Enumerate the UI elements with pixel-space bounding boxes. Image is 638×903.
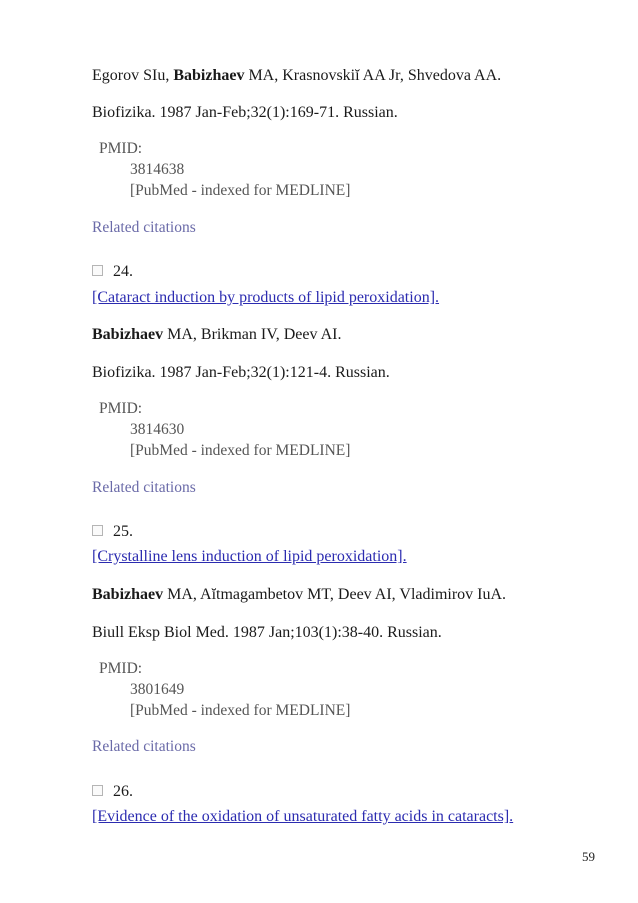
pmid-label: PMID: [99, 400, 143, 417]
entry-number-row [92, 782, 133, 802]
index-status: [PubMed - indexed for MEDLINE] [130, 442, 351, 459]
entry-number: 24. [113, 263, 133, 280]
pmid-label: PMID: [99, 140, 143, 157]
page-number: 59 [582, 849, 595, 864]
entry-number: 25. [113, 523, 133, 540]
pmid-value: 3801649 [130, 681, 185, 698]
entry-journal: Biofizika. 1987 Jan-Feb;32(1):169-71. Russian. [92, 104, 398, 121]
entry-title-link[interactable]: [Cataract induction by products of lipid peroxidation]. [92, 289, 440, 306]
pmid-value: 3814630 [130, 421, 185, 438]
select-checkbox[interactable] [92, 265, 103, 276]
index-status: [PubMed - indexed for MEDLINE] [130, 702, 351, 719]
entry-authors: Egorov SIu, Babizhaev MA, Krasnovskiĭ AA Jr, Shvedova AA. [92, 67, 502, 84]
author-highlight: Babizhaev [92, 586, 164, 603]
entry-number: 26. [113, 783, 133, 800]
related-citations-link[interactable]: Related citations [92, 479, 196, 496]
pmid-value: 3814638 [130, 161, 185, 178]
select-checkbox[interactable] [92, 785, 103, 796]
author-highlight: Babizhaev [173, 67, 245, 84]
entry-title-link[interactable]: [Evidence of the oxidation of unsaturated fatty acids in cataracts]. [92, 808, 514, 825]
entry-journal: Biull Eksp Biol Med. 1987 Jan;103(1):38-40. Russian. [92, 624, 442, 641]
entry-authors: Babizhaev MA, Brikman IV, Deev AI. [92, 326, 342, 343]
entry-journal: Biofizika. 1987 Jan-Feb;32(1):121-4. Russian. [92, 364, 390, 381]
entry-title-link[interactable]: [Crystalline lens induction of lipid peroxidation]. [92, 548, 407, 565]
select-checkbox[interactable] [92, 525, 103, 536]
author-highlight: Babizhaev [92, 326, 164, 343]
entry-number-row [92, 522, 133, 542]
related-citations-link[interactable]: Related citations [92, 738, 196, 755]
entry-number-row [92, 262, 133, 282]
index-status: [PubMed - indexed for MEDLINE] [130, 182, 351, 199]
pmid-label: PMID: [99, 660, 143, 677]
entry-authors: Babizhaev MA, Aĭtmagambetov MT, Deev AI, Vladimirov IuA. [92, 586, 507, 603]
related-citations-link[interactable]: Related citations [92, 219, 196, 236]
